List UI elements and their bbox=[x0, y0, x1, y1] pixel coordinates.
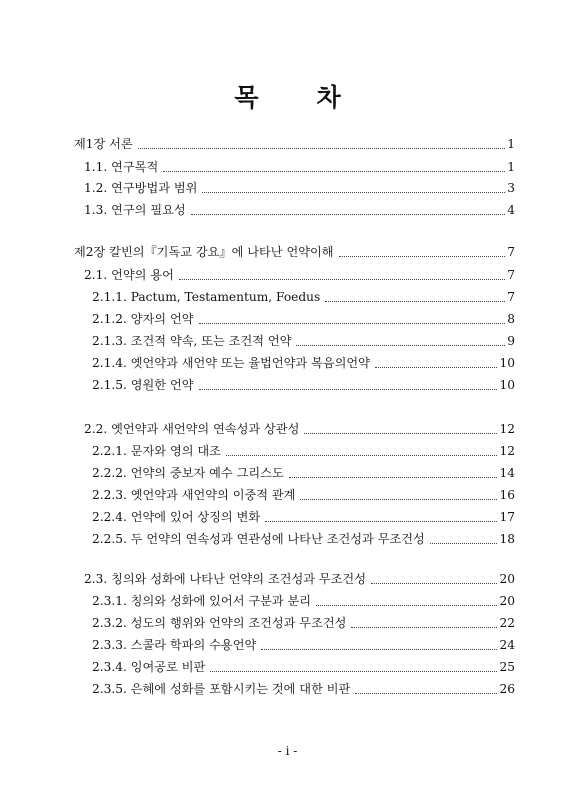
toc-leader-dots bbox=[371, 583, 498, 584]
toc-entry-page: 7 bbox=[507, 268, 515, 282]
toc-entry-page: 8 bbox=[507, 312, 515, 326]
toc-entry-page: 22 bbox=[499, 616, 515, 630]
toc-leader-dots bbox=[316, 605, 497, 606]
toc-leader-dots bbox=[191, 214, 506, 215]
toc-entry-section[interactable] bbox=[84, 420, 515, 438]
toc-entry-label: 2.3.5. 은혜에 성화를 포함시키는 것에 대한 비판 bbox=[92, 682, 351, 696]
toc-entry-label: 2.1.4. 옛언약과 새언약 또는 율법언약과 복음의언약 bbox=[92, 356, 370, 370]
title-char-1: 목 bbox=[234, 83, 259, 112]
toc-entry-label: 2.2.3. 옛언약과 새언약의 이중적 관계 bbox=[92, 488, 296, 502]
toc-entry-section[interactable] bbox=[84, 201, 515, 219]
toc-entry-page: 7 bbox=[507, 290, 515, 304]
toc-entry-label: 2.2.4. 언약에 있어 상징의 변화 bbox=[92, 510, 261, 524]
toc-leader-dots bbox=[210, 671, 497, 672]
toc-entry-label: 2.3.3. 스콜라 학파의 수용언약 bbox=[92, 638, 257, 652]
toc-entry-subsection[interactable] bbox=[92, 310, 515, 328]
toc-entry-subsection[interactable] bbox=[92, 614, 515, 632]
page-number-footer: - i - bbox=[277, 744, 298, 758]
toc-leader-dots bbox=[430, 543, 498, 544]
toc-entry-subsection[interactable] bbox=[92, 658, 515, 676]
toc-entry-label: 2.1.2. 양자의 언약 bbox=[92, 312, 194, 326]
toc-entry-page: 3 bbox=[507, 181, 515, 195]
toc-leader-dots bbox=[304, 433, 497, 434]
toc-entry-page: 24 bbox=[499, 638, 515, 652]
toc-entry-label: 1.3. 연구의 필요성 bbox=[84, 203, 186, 217]
toc-entry-label: 2.1. 언약의 용어 bbox=[84, 268, 174, 282]
toc-leader-dots bbox=[199, 389, 498, 390]
toc-entry-page: 26 bbox=[499, 682, 515, 696]
toc-leader-dots bbox=[375, 367, 498, 368]
toc-entry-page: 12 bbox=[499, 422, 515, 436]
toc-entry-label: 2.3.4. 잉여공로 비판 bbox=[92, 660, 206, 674]
toc-entry-subsection[interactable] bbox=[92, 288, 515, 306]
toc-entry-section[interactable] bbox=[84, 570, 515, 588]
toc-entry-page: 10 bbox=[499, 356, 515, 370]
toc-entry-label: 2.2.5. 두 언약의 연속성과 연관성에 나타난 조건성과 무조건성 bbox=[92, 532, 425, 546]
toc-entry-label: 2.1.1. Pactum, Testamentum, Foedus bbox=[92, 290, 321, 304]
toc-entry-page: 20 bbox=[499, 572, 515, 586]
toc-entry-subsection[interactable] bbox=[92, 354, 515, 372]
toc-entry-subsection[interactable] bbox=[92, 636, 515, 654]
toc-entry-page: 7 bbox=[507, 245, 515, 259]
toc-leader-dots bbox=[202, 192, 505, 193]
toc-entry-subsection[interactable] bbox=[92, 332, 515, 350]
toc-entry-page: 25 bbox=[499, 660, 515, 674]
toc-entry-subsection[interactable] bbox=[92, 530, 515, 548]
toc-entry-label: 2.3.2. 성도의 행위와 언약의 조건성과 무조건성 bbox=[92, 616, 347, 630]
toc-entry-page: 17 bbox=[499, 510, 515, 524]
toc-leader-dots bbox=[339, 256, 506, 257]
toc-leader-dots bbox=[138, 148, 506, 149]
toc-entry-subsection[interactable] bbox=[92, 508, 515, 526]
toc-entry-label: 2.2.2. 언약의 중보자 예수 그리스도 bbox=[92, 466, 284, 480]
toc-leader-dots bbox=[261, 649, 497, 650]
toc-entry-label: 2.2. 옛언약과 새언약의 연속성과 상관성 bbox=[84, 422, 300, 436]
toc-entry-page: 18 bbox=[499, 532, 515, 546]
toc-entry-subsection[interactable] bbox=[92, 592, 515, 610]
toc-entry-section[interactable] bbox=[84, 158, 515, 176]
toc-entry-page: 9 bbox=[507, 334, 515, 348]
toc-entry-label: 1.1. 연구목적 bbox=[84, 160, 159, 174]
toc-entry-subsection[interactable] bbox=[92, 486, 515, 504]
toc-entry-page: 10 bbox=[499, 378, 515, 392]
toc-leader-dots bbox=[226, 455, 498, 456]
toc-entry-page: 1 bbox=[507, 160, 515, 174]
toc-entry-label: 2.2.1. 문자와 영의 대조 bbox=[92, 444, 221, 458]
toc-entry-chapter-1[interactable] bbox=[74, 135, 515, 153]
toc-entry-label: 제2장 칼빈의『기독교 강요』에 나타난 언약이해 bbox=[74, 245, 334, 259]
toc-leader-dots bbox=[179, 279, 505, 280]
title-char-2: 차 bbox=[316, 83, 341, 112]
toc-entry-subsection[interactable] bbox=[92, 442, 515, 460]
toc-entry-page: 4 bbox=[507, 203, 515, 217]
toc-leader-dots bbox=[325, 301, 505, 302]
toc-leader-dots bbox=[199, 323, 506, 324]
toc-entry-label: 1.2. 연구방법과 범위 bbox=[84, 181, 198, 195]
toc-entry-label: 2.3.1. 칭의와 성화에 있어서 구분과 분리 bbox=[92, 594, 312, 608]
toc-leader-dots bbox=[265, 521, 497, 522]
toc-leader-dots bbox=[163, 171, 505, 172]
toc-entry-subsection[interactable] bbox=[92, 680, 515, 698]
toc-entry-label: 2.1.3. 조건적 약속, 또는 조건적 언약 bbox=[92, 334, 292, 348]
toc-entry-section[interactable] bbox=[84, 179, 515, 197]
toc-entry-page: 14 bbox=[499, 466, 515, 480]
toc-entry-label: 제1장 서론 bbox=[74, 137, 133, 151]
toc-entry-label: 2.3. 칭의와 성화에 나타난 언약의 조건성과 무조건성 bbox=[84, 572, 366, 586]
toc-leader-dots bbox=[296, 345, 505, 346]
toc-entry-section[interactable] bbox=[84, 266, 515, 284]
toc-entry-page: 16 bbox=[499, 488, 515, 502]
toc-entry-subsection[interactable] bbox=[92, 376, 515, 394]
toc-leader-dots bbox=[289, 477, 498, 478]
toc-leader-dots bbox=[355, 693, 497, 694]
toc-entry-page: 12 bbox=[499, 444, 515, 458]
toc-entry-page: 1 bbox=[507, 137, 515, 151]
toc-leader-dots bbox=[351, 627, 497, 628]
toc-entry-chapter-2[interactable] bbox=[74, 243, 515, 261]
toc-entry-label: 2.1.5. 영원한 언약 bbox=[92, 378, 194, 392]
toc-entry-page: 20 bbox=[499, 594, 515, 608]
toc-entry-subsection[interactable] bbox=[92, 464, 515, 482]
toc-leader-dots bbox=[300, 499, 497, 500]
